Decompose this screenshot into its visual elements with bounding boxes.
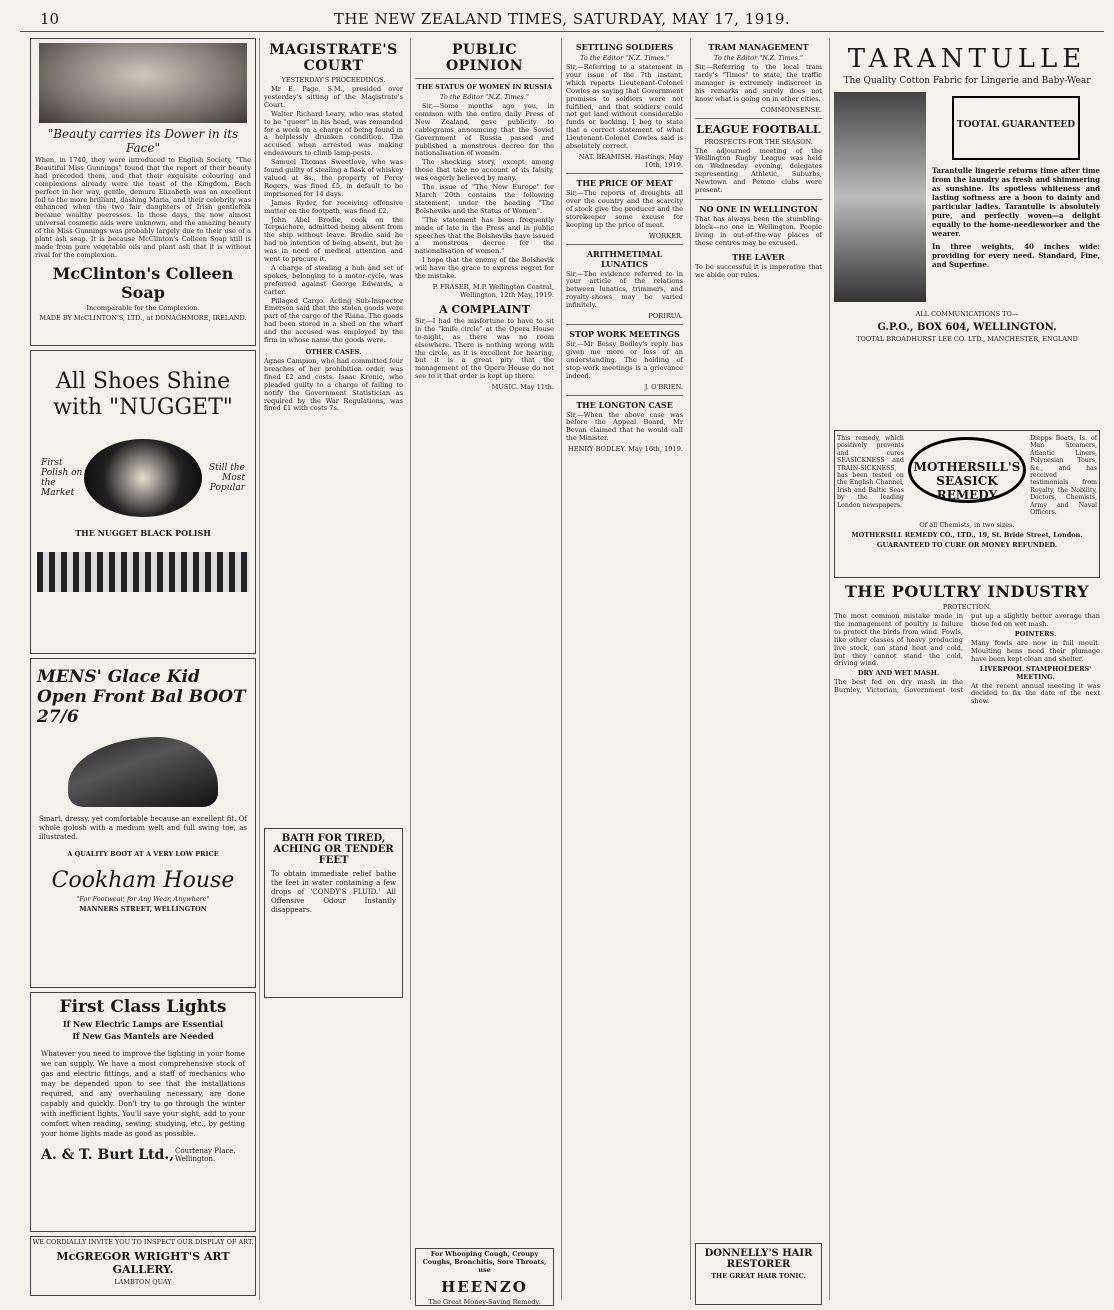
burt-heading: First Class Lights (59, 997, 227, 1017)
burt-brand: A. & T. Burt Ltd., (41, 1147, 175, 1163)
boot-strap: A QUALITY BOOT AT A VERY LOW PRICE (67, 850, 219, 858)
tram-to-editor: To the Editor "N.Z. Times." (714, 54, 803, 62)
colleen-heading: "Beauty carries its Dower in its Face" (47, 127, 239, 155)
nugget-polish-ad (30, 350, 256, 654)
other-cases-heading: OTHER CASES. (305, 348, 362, 356)
masthead (20, 8, 1104, 32)
magistrate-para: John Abel Brodie, cook on the Terpsichore, admitted being absent from the ship without leave. Brodie said he had no intention of being absent, but he was in need of medical attention and went to procure it. (264, 215, 403, 264)
opinion-column (410, 38, 558, 1306)
opinion-para: I hope that the enemy of the Bolshevik will have the grace to express regret for the mistake. (415, 256, 554, 281)
arith-headline: ARITHMETIMAL LUNATICS (586, 248, 663, 269)
settling-body: Sir,—Referring to a statement in your issue of the 7th instant, which reports Lieutenant-Colonel Cowles as saying that Government promises to soldiers were not fulfilled, and that soldiers could not get land without considerable funds or backing. I beg to state that a correct statement of what Lieutenant-Colonel Cowles said is absolutely correct. (566, 63, 683, 151)
mothersill-left: This remedy, which positively prevents and cures SEASICKNESS and TRAIN-SICKNESS, has been tested on the English Channel, Irish and Baltic Seas by the leading London newspapers. (837, 435, 904, 509)
stop-body: Sir,—Mr Bessy Bodley's reply has given me more or less of an understanding. The holding of stop-work meetings is a grievance indeed. (566, 340, 683, 380)
nugget-left-tag: First Polish on the Market (41, 458, 83, 498)
opinion-headline: PUBLIC OPINION (445, 42, 524, 74)
gunning-sisters-portrait (39, 43, 247, 123)
gallery-ad (30, 1236, 256, 1296)
opinion-para: The issue of "The New Europe" for March 20th contains the following statement, under the heading "The Bolsheviks and the Status of Women". (415, 183, 554, 215)
page-number: 10 (40, 10, 60, 28)
magistrate-para: A charge of stealing a hub and set of spokes, belonging to a motor-cycle, was preferred against George Edwards, a carter. (264, 263, 403, 296)
stop-signature: J. O'BRIEN. (644, 382, 683, 391)
burt-body: Whatever you need to improve the lighting in your home we can supply. We have a most comprehensive stock of gas and electric fittings, and a staff of mechanics who may be depended upon to see that the installations required, and any overhauling necessary, are done capably and quickly. Don't try to go through the winter with inefficient lights. You'll save your sight, add to your comfort when reading, sewing, studying, etc., by getting your home lights made as good as possible. (41, 1050, 245, 1138)
tram-headline: TRAM MANAGEMENT (708, 42, 809, 52)
tarantulle-brand: TARANTULLE (847, 44, 1087, 74)
burt-line1: If New Electric Lamps are Essential (62, 1019, 224, 1029)
gallery-address: LAMBTON QUAY (114, 1278, 172, 1286)
magistrate-para: Walter Richard Leary, who was stated to be "queer" in his head, was remanded for a week on a charge of being found in a helplessly drunken condition. The accused when arrested was making endeavours to climb lamp-posts. (264, 109, 403, 158)
donnelly-ad (695, 1243, 822, 1305)
dry-wet-headline: DRY AND WET MASH. (857, 669, 940, 678)
arith-body: Sir,—The evidence referred to in your article of the relations between lunatics, trimmers, and royalty-shows may be varied infinitely. (566, 269, 683, 310)
laver-headline: THE LAVER (732, 251, 785, 262)
mothersill-footer2: MOTHERSILL REMEDY CO., LTD., 19, St. Bride Street, London. (851, 531, 1083, 540)
stop-headline: STOP WORK MEETINGS (569, 329, 680, 340)
poultry-sub: PROTECTION. (942, 603, 992, 611)
tarantulle-comms: ALL COMMUNICATIONS TO— (915, 310, 1019, 318)
tram-signature: COMMONSENSE. (760, 105, 822, 114)
condy-heading: BATH FOR TIRED, ACHING OR TENDER FEET (273, 833, 394, 866)
donnelly-heading: DONNELLY'S HAIR RESTORER (704, 1248, 813, 1270)
league-body: The adjourned meeting of the Wellington Rugby League was held on Wednesday evening, delegates representing Athletic, Suburbs, Newtown and Petone clubs were present. (695, 146, 822, 195)
nugget-tin-icon (84, 439, 202, 517)
tarantulle-ad (834, 44, 1100, 426)
meat-body: Sir,—The reports of droughts all over the country and the scarcity of stock give the producer and the storekeeper some excuse for keeping up the price of meat. (566, 188, 683, 229)
lingerie-illustration (834, 92, 926, 302)
heenzo-brand: HEENZO (441, 1278, 528, 1296)
tarantulle-tagline: The Quality Cotton Fabric for Lingerie and Baby-Wear (843, 76, 1091, 86)
colleen-soap-ad (30, 38, 256, 346)
settling-to-editor: To the Editor "N.Z. Times." (580, 54, 669, 62)
mothersill-footer3: GUARANTEED TO CURE OR MONEY REFUNDED. (876, 541, 1058, 550)
longton-signature: HENRY BODLEY. May 16th, 1919. (568, 445, 683, 454)
magistrate-para: Pillaged Cargo. Acting Sub-Inspector Emerson said that the stolen goods were part of the cargo of the Riana. The goods had been stored in a shed on the wharf and the accused was employed by the firm in whose name the goods were. (264, 296, 403, 345)
colleen-tagline: Incomparable for the Complexion. (86, 303, 200, 312)
letters-column (561, 38, 687, 1300)
other-cases-body: Agnes Campion, who had committed four breaches of her prohibition order, was fined £2 and costs. Isaac Kronic, who pleaded guilty to a charge of failing to notify the Government Statistician as required by the War Regulations, was fined £1 with costs 7s. (264, 357, 403, 413)
league-headline: LEAGUE FOOTBALL (696, 122, 821, 136)
opinion-para: "The statement has been frequently made of late in the Press and in public speeches that the Bolsheviks have issued a monstrous decree for the nationalisation of women." (415, 215, 554, 256)
poultry-headline: THE POULTRY INDUSTRY (845, 582, 1089, 601)
magistrate-column (259, 38, 407, 1300)
fanciers-body: At the recent annual meeting it was decided to fix the date of the next show. (971, 681, 1100, 706)
burt-address: Courtenay Place, Wellington. (175, 1147, 236, 1163)
tarantulle-widths: In three weights, 40 inches wide: providing for every need. Standard, Fine, and Superfine. (932, 242, 1100, 269)
boot-illustration (68, 737, 218, 807)
heenzo-heading: For Whooping Cough, Croupy Coughs, Bronchitis, Sore Throats, use (422, 1250, 547, 1274)
longton-body: Sir,—When the above case was before the Appeal Board, Mr Bevan claimed that he would call the Minister. (566, 410, 683, 443)
tarantulle-body: Tarantulle lingerie returns time after time from the laundry as fresh and shimmering as sunshine. Its spotless whiteness and lasting softness are a boon to dainty and particular ladies. Tarantulle is absolutely pure, and perfectly woven—a delight equally to the home-needleworker and the wearer. (932, 166, 1100, 238)
cookham-slogan: "For Footwear, for Any Wear, Anywhere" (76, 895, 210, 903)
poultry-body: The most common mistake made in the management of poultry is failure to protect the birds from wind. Fowls, like other classes of heavy producing live stock, can stand heat and cold, but they cannot stand the cold, driving wind. (834, 612, 963, 668)
magistrate-body (264, 86, 403, 345)
burt-line2: If New Gas Mantels are Needed (72, 1031, 214, 1041)
tootal-box: TOOTAL GUARANTEED (952, 96, 1080, 160)
opinion-para: The shocking story, except among those that take no account of its falsity, was eagerly believed by many. (415, 158, 554, 183)
cookham-address: MANNERS STREET, WELLINGTON (79, 905, 207, 913)
nugget-tin-label: THE NUGGET BLACK POLISH (75, 528, 211, 538)
gallery-brand: McGREGOR WRIGHT'S ART GALLERY. (56, 1250, 230, 1276)
laver-body: To be successful it is imperative that we abide our rules. (695, 262, 822, 279)
arith-signature: PORIRUA. (648, 312, 683, 321)
newspaper-title: THE NEW ZEALAND TIMES, SATURDAY, MAY 17, 1919. (333, 10, 791, 28)
complaint-headline: A COMPLAINT (439, 302, 530, 316)
settling-headline: SETTLING SOLDIERS (575, 42, 674, 52)
magistrate-para: James Ryder, for receiving offensive matter on the footpath, was fined £2. (264, 198, 403, 215)
donnelly-tagline: THE GREAT HAIR TONIC. (711, 1272, 806, 1280)
magistrate-sub: YESTERDAY'S PROCEEDINGS. (281, 76, 386, 84)
wellington-body: That has always been the stumbling-block—no one in Wellington. People living in out-of-the-way places of these centres may be excused. (695, 214, 822, 247)
ads-column-left (30, 38, 256, 1300)
opinion-title: THE STATUS OF WOMEN IN RUSSIA (416, 83, 553, 91)
meat-headline: THE PRICE OF MEAT (576, 177, 673, 188)
heenzo-ad (415, 1248, 554, 1306)
colleen-maker: MADE BY McCLINTON'S, LTD., at DONAGHMORE, IRELAND. (39, 313, 247, 322)
dry-wet-body: The best fed on dry mash in the Burnley, Victorian, Government test put up a slightly better average than those fed on wet mash. (834, 612, 1100, 695)
nugget-right-tag: Still the Most Popular (208, 463, 245, 493)
burt-lights-ad (30, 992, 256, 1232)
nugget-shoe-illustration (37, 552, 249, 592)
boot-heading: MENS' Glace Kid Open Front Bal BOOT 27/6 (37, 667, 246, 727)
heenzo-tagline: The Great Money-Saving Remedy. (428, 1298, 541, 1306)
cookham-boot-ad (30, 658, 256, 988)
condy-fluid-ad (264, 828, 403, 998)
tarantulle-po-box: G.P.O., BOX 604, WELLINGTON. (877, 322, 1057, 333)
mothersill-footer1: Of all Chemists, in two sizes. (919, 521, 1015, 530)
pointers-headline: POINTERS. (1014, 629, 1057, 638)
settling-signature: NAT. BEAMISH. Hastings, May 10th, 1919. (578, 152, 683, 169)
tarantulle-company: TOOTAL BROADHURST LEE CO. LTD., MANCHESTER, ENGLAND (856, 335, 1078, 343)
magistrate-para: Samuel Thomas Sweetlove, who was found guilty of stealing a flask of whiskey valued at 8s., the property of Percy Rogers, was fined £5, in default to be imprisoned for 14 days. (264, 158, 403, 198)
mothersill-seal: MOTHERSILL'S SEASICK REMEDY (908, 437, 1026, 503)
longton-headline: THE LONGTON CASE (576, 399, 673, 410)
magistrate-headline: MAGISTRATE'S COURT (269, 42, 398, 74)
colleen-brand: McClinton's Colleen Soap (52, 263, 234, 302)
complaint-body: Sir,—I had the misfortune to have to sit in the "knife circle" at the Opera House to-night, as there was no room elsewhere. There is nothing wrong with the circle, as it is excellent for hearing, but it is a great pity that the management of the Opera House do not see to it that order is kept up there. (415, 316, 554, 381)
colleen-body: When, in 1740, they were introduced to English Society, "The Beautiful Miss Gunnings" found that the report of their beauty had preceded them, and that their exquisite colouring and complexions already were the toast of the Kingdom. Each perfect in her way, gentle, demure Elizabeth was an excellent foil to the more brilliant, dashing Maria, and their celebrity was enhanced when the two fair daughters of Irish gentlefolk became wealthy peeresses. In those days, the now almost universal cosmetic aids were unknown, and the amazing beauty of the Miss Gunnings was probably largely due to their use of a plant ash soap. It is because McClinton's Colleen Soap still is made from pure vegetable oils and plant ash that it is without rival for the complexion. (35, 156, 251, 259)
opinion-body (415, 103, 554, 281)
nugget-heading: All Shoes Shine with "NUGGET" (53, 369, 233, 420)
magistrate-para: Mr E. Page, S.M., presided over yesterday's sitting of the Magistrate's Court. (264, 85, 403, 109)
boot-body: Smart, dressy, yet comfortable because an excellent fit. Of whole golosh with a medium welt and full swing toe, as illustrated. (39, 815, 247, 841)
opinion-to-editor: To the Editor "N.Z. Times." (440, 93, 529, 101)
mothersill-right: Diepps Boats, Is. of Man Steamers, Atlantic Liners, Polynesian Tours, &c., and has received testimonials from Royalty, the Nobility, Doctors, Chemists, Army and Naval Officers. (1030, 435, 1097, 517)
condy-body: To obtain immediate relief bathe the feet in water containing a few drops of 'CONDY'S FLUID.' All Offensive Odour Instantly disappears. (271, 870, 396, 914)
fanciers-headline: LIVERPOOL STAMPHOLDERS' MEETING. (979, 664, 1092, 681)
league-sub: PROSPECTS FOR THE SEASON. (704, 137, 813, 146)
mothersill-ad (834, 430, 1100, 578)
wellington-headline: NO ONE IN WELLINGTON (699, 203, 818, 214)
opinion-signature: P. FRASER, M.P. Wellington Central, Wellington, 12th May, 1919. (432, 282, 554, 299)
right-column (829, 38, 1104, 1300)
gallery-line1: WE CORDIALLY INVITE YOU TO INSPECT OUR DISPLAY OF ART. (32, 1238, 254, 1246)
complaint-signature: MUSIC. May 11th. (491, 383, 554, 392)
cookham-brand: Cookham House (51, 868, 235, 893)
opinion-para: Sir,—Some months ago you, in common with the entire daily Press of New Zealand, gave publicity to cablegrams announcing that the Soviet Government of Russia passed and published a monstrous decree for the nationalisation of women. (415, 102, 554, 158)
pointers-body: Many fowls are now in full moult. Moulting hens need their plumage have been kept clean and shelter. (971, 638, 1100, 663)
tram-column (690, 38, 826, 1300)
meat-signature: WORKER. (649, 231, 683, 240)
tram-body: Sir,—Referring to the local tram tardy's "Times" to state, the traffic manager is extremely indiscreet in his remarks and surely does not know what is going on in other cities. (695, 63, 822, 103)
